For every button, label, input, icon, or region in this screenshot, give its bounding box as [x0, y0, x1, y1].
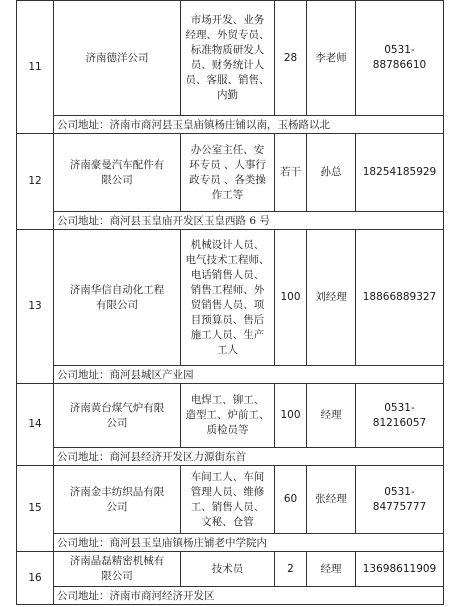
company-address: 公司地址：商河县城区产业园 [54, 366, 444, 384]
positions [181, 384, 275, 448]
table-row [17, 384, 444, 448]
positions-line: 政专员 、各类操 [189, 173, 266, 186]
company-name [54, 134, 181, 212]
company-name-line: 济南豪曼汽车配件有 [69, 158, 165, 171]
row-number: 15 [17, 466, 54, 552]
headcount: 100 [275, 230, 307, 366]
phone-number: 18254185929 [356, 134, 444, 212]
positions-line: 电焊工、铆工、 [190, 394, 265, 406]
positions-line: 员、客服、销售、 [185, 74, 270, 86]
headcount: 若干 [275, 134, 307, 212]
company-name-line: 济南华信自动化工程 [69, 283, 165, 296]
positions [181, 466, 275, 534]
company-name-line: 限公司 [101, 570, 133, 582]
positions-line: 电气技术工程师、 [185, 253, 270, 266]
positions-line: 销售工程师、外 [190, 283, 265, 296]
table-body [17, 1, 444, 605]
row-number: 16 [17, 552, 54, 605]
address-row [17, 212, 444, 230]
company-address: 公司地址：济南市商河经济开发区 [54, 587, 444, 605]
positions [181, 552, 275, 587]
address-row [17, 116, 444, 134]
company-name-line: 济南晶磊精密机械有 [69, 555, 165, 567]
company-name [54, 230, 181, 366]
positions-line: 车间工人、车间 [190, 470, 265, 483]
company-name-line: 公司 [106, 416, 128, 429]
contact-person: 张经理 [307, 466, 356, 534]
table-row [17, 1, 444, 116]
positions-line: 经理、外贸专员、 [185, 29, 270, 41]
company-name [54, 552, 181, 587]
headcount: 100 [275, 384, 307, 448]
table-row [17, 134, 444, 212]
positions-line: 市场开发、业务 [190, 14, 265, 26]
positions [181, 1, 275, 116]
contact-person: 刘经理 [307, 230, 356, 366]
positions [181, 230, 275, 366]
row-number: 14 [17, 384, 54, 466]
phone-number: 0531-84775777 [356, 466, 444, 534]
positions-line: 技术员 [211, 562, 244, 575]
positions-line: 目预算员、售后 [190, 313, 265, 326]
positions-line: 工人 [217, 343, 238, 356]
positions-line: 机械设计人员、 [190, 238, 265, 251]
positions [181, 134, 275, 212]
table-row [17, 230, 444, 366]
company-address: 公司地址：商河县玉皇庙开发区玉皇西路 6 号 [54, 212, 444, 230]
row-number: 13 [17, 230, 54, 384]
contact-person: 李老师 [307, 1, 356, 116]
positions-line: 工、销售人员、 [190, 500, 265, 513]
contact-person: 经理 [307, 384, 356, 448]
positions-line: 造型工、炉前工、 [185, 409, 270, 421]
positions-line: 管理人员、维修 [190, 485, 265, 498]
company-name-line: 济南黄台煤气炉有限 [69, 401, 165, 414]
positions-line: 施工人员、生产 [190, 328, 265, 341]
contact-person: 孙总 [307, 134, 356, 212]
positions-line: 标准物质研发人 [190, 44, 265, 56]
positions-line: 质检员等 [206, 424, 249, 436]
company-name-line: 限公司 [101, 173, 133, 186]
company-address: 公司地址：商河县经济开发区力源街东首 [54, 448, 444, 466]
positions-line: 作工等 [211, 188, 244, 201]
phone-number: 0531-88786610 [356, 1, 444, 116]
positions-line: 办公室主任、安 [190, 143, 265, 156]
company-address: 公司地址：商河县玉皇庙镇杨庄铺老中学院内 [54, 534, 444, 552]
company-name-line: 公司 [106, 500, 128, 513]
address-row [17, 366, 444, 384]
phone-number: 0531-81216057 [356, 384, 444, 448]
company-name-line: 有限公司 [96, 298, 138, 311]
positions-line: 员、财务统计人 [190, 59, 265, 71]
headcount: 60 [275, 466, 307, 534]
positions-line: 文秘、仓管 [201, 515, 254, 528]
positions-line: 贸销售人员、项 [190, 298, 265, 311]
phone-number: 18866889327 [356, 230, 444, 366]
table-row [17, 552, 444, 587]
positions-line: 内勤 [217, 89, 238, 101]
company-name [54, 384, 181, 448]
table-row [17, 466, 444, 534]
recruitment-table [16, 0, 444, 605]
positions-line: 电话销售人员、 [190, 268, 265, 281]
phone-number: 13698611909 [356, 552, 444, 587]
company-name [54, 466, 181, 534]
row-number: 11 [17, 1, 54, 134]
contact-person: 经理 [307, 552, 356, 587]
address-row [17, 448, 444, 466]
company-address: 公司地址：济南市商河县玉皇庙镇杨庄铺以南，玉杨路以北 [54, 116, 444, 134]
company-name-line: 济南金丰纺织品有限 [69, 485, 165, 498]
headcount: 2 [275, 552, 307, 587]
positions-line: 环专员 、人事行 [189, 158, 266, 171]
address-row [17, 534, 444, 552]
row-number: 12 [17, 134, 54, 230]
company-name [54, 1, 181, 116]
address-row [17, 587, 444, 605]
company-name-line: 济南德洋公司 [85, 51, 149, 64]
headcount: 28 [275, 1, 307, 116]
